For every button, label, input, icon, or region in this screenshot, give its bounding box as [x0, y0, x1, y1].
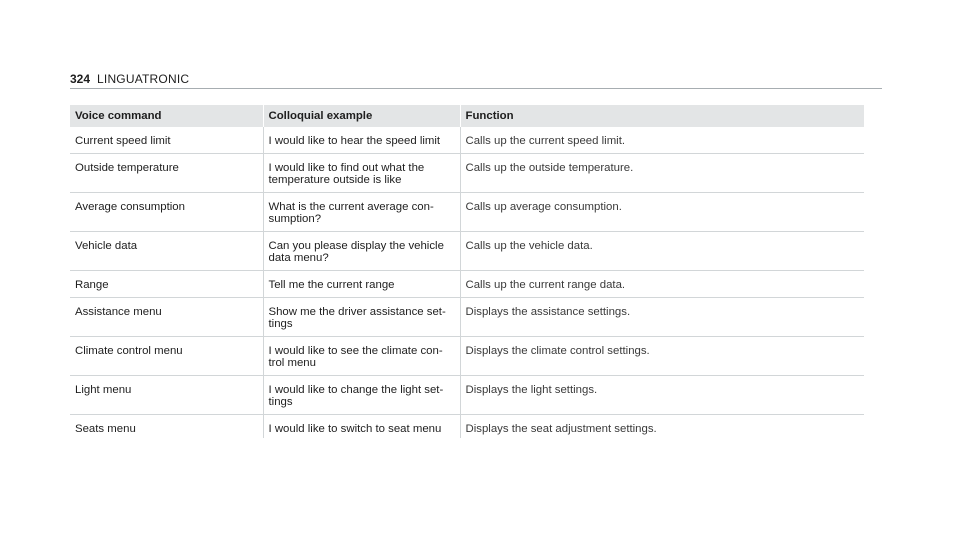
colloquial-example-cell: I would like to hear the speed limit	[263, 127, 460, 154]
voice-command-cell: Vehicle data	[70, 232, 263, 271]
voice-command-cell: Outside temperature	[70, 154, 263, 193]
colloquial-example-cell: I would like to change the light set- tings	[263, 376, 460, 415]
column-header-voice-command: Voice command	[70, 105, 263, 127]
page-header	[70, 72, 882, 86]
function-cell: Calls up the vehicle data.	[460, 232, 864, 271]
table-row	[70, 271, 864, 298]
function-cell: Calls up the current range data.	[460, 271, 864, 298]
table-row	[70, 298, 864, 337]
function-cell: Displays the assistance settings.	[460, 298, 864, 337]
colloquial-example-cell: Tell me the current range	[263, 271, 460, 298]
voice-command-cell: Range	[70, 271, 263, 298]
function-cell: Calls up average consumption.	[460, 193, 864, 232]
section-title: LINGUATRONIC	[97, 72, 190, 86]
colloquial-example-cell: I would like to see the climate con- trol menu	[263, 337, 460, 376]
table-row	[70, 193, 864, 232]
voice-command-cell: Seats menu	[75, 423, 136, 435]
colloquial-example-cell: I would like to find out what the temperature outside is like	[263, 154, 460, 193]
function-cell: Displays the seat adjustment settings.	[460, 415, 864, 439]
table-row	[70, 337, 864, 376]
function-cell: Displays the light settings.	[460, 376, 864, 415]
header-divider	[70, 88, 882, 89]
table-row	[70, 127, 864, 154]
voice-command-cell: Assistance menu	[70, 298, 263, 337]
voice-command-cell: Current speed limit	[70, 127, 263, 154]
column-header-colloquial-example: Colloquial example	[263, 105, 460, 127]
page-number: 324	[70, 72, 91, 86]
voice-command-cell: Light menu	[70, 376, 263, 415]
table-row	[70, 376, 864, 415]
table-row	[70, 232, 864, 271]
voice-command-cell: Climate control menu	[70, 337, 263, 376]
table-row	[70, 415, 864, 439]
voice-command-cell: Average consumption	[70, 193, 263, 232]
function-cell: Displays the climate control settings.	[460, 337, 864, 376]
table-row	[70, 154, 864, 193]
function-cell: Calls up the outside temperature.	[460, 154, 864, 193]
column-header-function: Function	[460, 105, 864, 127]
voice-command-table	[70, 105, 864, 438]
colloquial-example-cell: I would like to switch to seat menu	[263, 415, 460, 439]
colloquial-example-cell: What is the current average con- sumption?	[263, 193, 460, 232]
colloquial-example-cell: Show me the driver assistance set- tings	[263, 298, 460, 337]
colloquial-example-cell: Can you please display the vehicle data menu?	[263, 232, 460, 271]
table-header-row	[70, 105, 864, 127]
function-cell: Calls up the current speed limit.	[460, 127, 864, 154]
